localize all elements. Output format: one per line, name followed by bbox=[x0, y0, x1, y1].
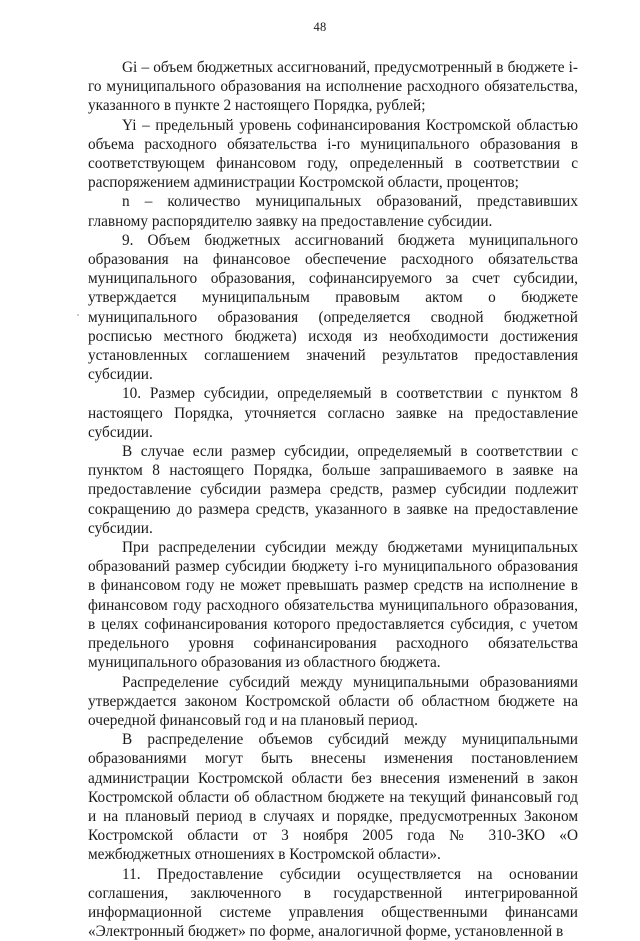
paragraph-item-10: 10. Размер субсидии, определяемый в соответствии с пунктом 8 настоящего Порядка, уточняется согласно заявке на предоставление субсидии. bbox=[88, 385, 578, 441]
page-number: 48 bbox=[313, 20, 327, 34]
paragraph-distribution-changes: В распределение объемов субсидий между муниципальными образованиями могут быть внесены изменения постановлением администрации Костромской области без внесения изменений в закон Костромской области об областном бюджете на текущий финансовый год и на плановый период в случаях и порядке, предусмотренных Законом Костромской области от 3 ноября 2005 года № 310-ЗКО «О межбюджетных отношениях в Костромской области». bbox=[88, 731, 578, 864]
paragraph-item-9: 9. Объем бюджетных ассигнований бюджета муниципального образования на финансовое обеспечение расходного обязательства муниципального образования, софинансируемого за счет субсидии, утверждается муниципальным правовым актом о бюджете муниципального образования (определяется сводной бюджетной росписью местного бюджета) исходя из необходимости достижения установленных соглашением значений результатов предоставления субсидии. bbox=[88, 231, 578, 384]
paragraph-subsidy-distribution: При распределении субсидии между бюджетами муниципальных образований размер субсидии бюджету i-го муниципального образования в финансовом году не может превышать размер средств на исполнение в финансовом году расходного обязательства муниципального образования, в целях софинансирования которого предоставляется субсидия, с учетом предельного уровня софинансирования расходного обязательства муниципального образования из областного бюджета. bbox=[88, 539, 578, 672]
paragraph-subsidy-reduction: В случае если размер субсидии, определяемый в соответствии с пунктом 8 настоящего Порядка, больше запрашиваемого в заявке на предоставление субсидии размера средств, размер субсидии подлежит сокращению до размера средств, указанного в заявке на предоставление субсидии. bbox=[88, 443, 578, 537]
paragraph-n-definition: n – количество муниципальных образований, представивших главному распорядителю заявку на предоставление субсидии. bbox=[88, 193, 578, 230]
paragraph-item-11: 11. Предоставление субсидии осуществляется на основании соглашения, заключенного в государственной интегрированной информационной системе управления общественными финансами «Электронный бюджет» по форме, аналогичной форме, установленной в bbox=[88, 865, 578, 941]
paragraph-gi-definition: Gi – объем бюджетных ассигнований, предусмотренный в бюджете i-го муниципального образования на исполнение расходного обязательства, указанного в пункте 2 настоящего Порядка, рублей; bbox=[88, 59, 578, 115]
document-body bbox=[88, 58, 578, 941]
scan-artifact bbox=[77, 314, 79, 316]
paragraph-distribution-approval: Распределение субсидий между муниципальными образованиями утверждается законом Костромской области об областном бюджете на очередной финансовый год и на плановый период. bbox=[88, 673, 578, 729]
paragraph-yi-definition: Yi – предельный уровень софинансирования Костромской областью объема расходного обязательства i-го муниципального образования в соответствующем финансовом году, определенный в соответствии с распоряжением администрации Костромской области, процентов; bbox=[88, 116, 578, 192]
